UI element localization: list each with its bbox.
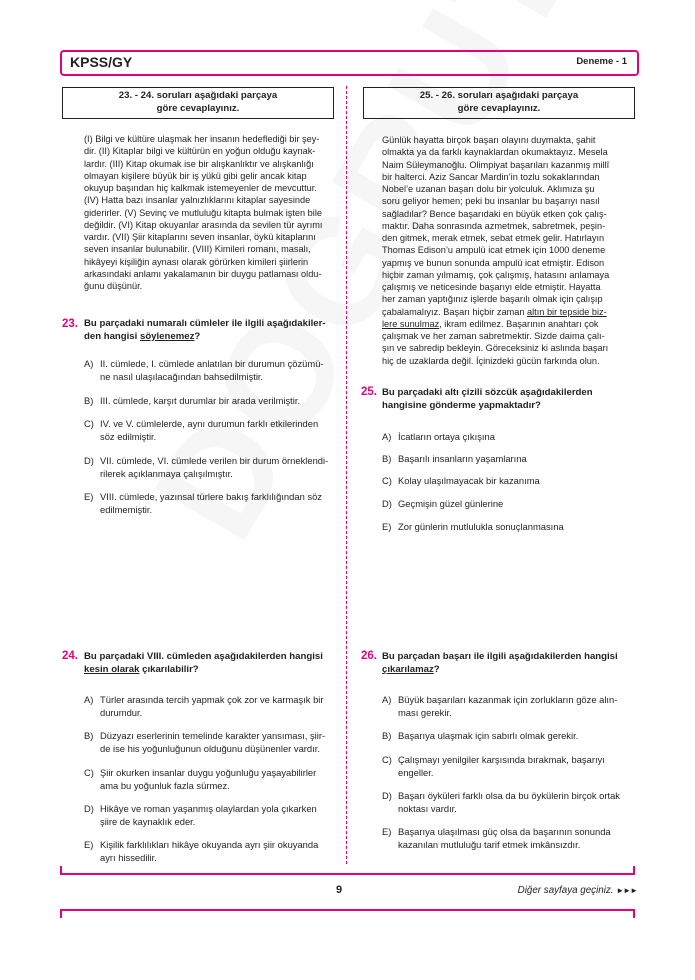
stem-text: çıkarılabilir? — [139, 663, 199, 675]
passage-line: hikâyeyi kişiliğin aynası olarak görürken kimileri şiirlerin — [84, 256, 309, 267]
question-number: 25. — [361, 386, 377, 398]
option-text: Kolay ulaşılmayacak bir kazanıma — [398, 475, 540, 486]
option-text: rilerek açıklanmaya çalışılmıştır. — [100, 467, 233, 479]
passage-line: dir. (II) Kitaplar bilgi ve kültürün en yoğun olduğu kaynak- — [84, 146, 316, 157]
option-letter: C) — [382, 754, 392, 765]
passage-line — [382, 306, 609, 318]
option-text: Başarıya ulaşılması güç olsa da başarının sonunda — [398, 826, 611, 837]
instruction-line: göre cevaplayınız. — [156, 102, 240, 114]
footer-rule-bottom — [60, 909, 635, 911]
passage-line: olmayan kişilere büyük bir iş yükü gibi gelir ancak kitap — [84, 170, 307, 181]
next-page-note — [518, 885, 637, 896]
passage-text: çabalamalıyız. Başarı hiçbir zaman — [382, 306, 528, 317]
passage-line: hiç de uzaklarda değil. İçinizdeki gücün farkında olun. — [382, 355, 600, 366]
passage-text: , ikram edilmez. Başarının anahtarı çok — [439, 318, 599, 329]
passage-line: okuyup başından hiç kalkmak istemeyenler de mevcuttur. — [84, 183, 317, 193]
option-letter: D) — [382, 498, 392, 509]
passage-line — [382, 318, 609, 330]
page-number: 9 — [336, 884, 343, 896]
option-text: noktası vardır. — [398, 802, 457, 814]
underlined-phrase: altın bir tepside biz- — [527, 306, 607, 317]
footer-right-tick-bottom — [633, 909, 635, 918]
option-letter: C) — [84, 767, 94, 778]
instruction-line: göre cevaplayınız. — [457, 102, 541, 114]
option-text: II. cümlede, I. cümlede anlatılan bir durumun çözümü- — [100, 358, 324, 369]
option-letter: E) — [382, 521, 392, 532]
passage-line: değildir. (VI) Kitap okuyanlar arasında da sevilen tür ayrımı — [84, 219, 323, 230]
option-text: ama bu yoğunluk fazla sürmez. — [100, 779, 230, 791]
passage-line: (IV) Hatta bazı insanlar yalnızlıklarını kitaplar sayesinde — [84, 195, 311, 206]
page-header — [60, 50, 639, 76]
option-letter: E) — [382, 826, 392, 837]
passage-line: bir halterci. Aziz Sancar Mardin’in tozlu sokaklarından — [382, 171, 600, 182]
passage-line: lardır. (III) Kitap okumak ise bir alışkanlıktır ve alışkanlığı — [84, 158, 314, 169]
instruction-box-left — [62, 87, 334, 119]
option-text: Geçmişin güzel günlerine — [398, 498, 504, 509]
option-text: Büyük başarıları kazanmak için zorlukların göze alın- — [398, 694, 618, 705]
option-text: ması gerekir. — [398, 706, 452, 718]
emphasis-word: kesin olarak — [84, 663, 140, 675]
question-number: 26. — [361, 650, 377, 662]
passage-line: den gitmek, merak etmek, sebat etmek gelir. Hatırlayın — [382, 233, 605, 243]
stem-line: Bu parçadan başarı ile ilgili aşağıdakilerden hangisi — [382, 651, 618, 662]
option-letter: E) — [84, 839, 94, 850]
stem-line — [84, 331, 326, 344]
passage-line: Thomas Edison’u ampulü icat etmek için 1000 deneme — [382, 245, 606, 256]
option-text: ayrı hissedilir. — [100, 851, 157, 863]
option-text: III. cümlede, karşıt durumlar bir arada verilmiştir. — [100, 395, 301, 406]
instruction-line: 25. - 26. soruları aşağıdaki parçaya — [419, 90, 579, 101]
question-number: 23. — [62, 318, 78, 330]
question-number: 24. — [62, 650, 78, 662]
option-text: de ise his yoğunluğunun olduğunu düşünenler vardır. — [100, 742, 320, 754]
option-text: ne nasıl ulaşılacağından bahsedilmiştir. — [100, 370, 264, 382]
option-text: kazanılan mutluluğu tarif etmek imkânsızdır. — [398, 838, 581, 850]
question-stem — [382, 651, 618, 676]
arrow-icons: ►►► — [616, 886, 637, 895]
passage-line: ğunu düşünür. — [84, 281, 143, 291]
option-text: Başarı öyküleri farklı olsa da bu öykülerin birçok ortak — [398, 790, 620, 801]
passage-line: seven insanlar bulunabilir. (VIII) Kimileri romanı, masalı, — [84, 244, 311, 255]
passage-line: yapmış ve bunun sonunda ampulü icat etmiştir. Edison — [382, 257, 605, 268]
option-text: Kişilik farklılıkları hikâye okuyanda ayrı şiir okuyanda — [100, 839, 319, 850]
passage-line: arkasındaki anlamı yakalamanın bir duygu patlaması oldu- — [84, 268, 322, 279]
passage-line: çalışmak ve her zaman sabretmektir. Sizde daima çalı- — [382, 331, 605, 341]
option-text: söz edilmiştir. — [100, 430, 157, 442]
passage-line: olmakta ya da farklı kaynaklardan okumaktayız. Mesela — [382, 147, 608, 158]
option-text: Çalışmayı yenilgiler karşısında bırakmak, başarıyı — [398, 754, 605, 765]
option-text: Başarıya ulaşmak için sabırlı olmak gerekir. — [398, 730, 579, 741]
option-text: VII. cümlede, VI. cümlede verilen bir durum örneklendi- — [100, 455, 329, 466]
option-text: VIII. cümlede, yazınsal türlere bakış farklılığından söz — [100, 491, 322, 502]
stem-text: den hangisi — [84, 330, 140, 342]
stem-line: Bu parçadaki altı çizili sözcük aşağıdakilerden — [382, 387, 593, 398]
footer-rule-top — [60, 873, 635, 875]
option-letter: C) — [382, 475, 392, 486]
passage-line: Nobel’e uzanan başarı dolu bir yolculuk. Aklımıza şu — [382, 184, 595, 194]
stem-text: ? — [194, 330, 201, 342]
question-stem — [84, 651, 323, 676]
passage-left — [84, 133, 322, 292]
passage-line: Naim Süleymanoğlu. Olimpiyat başarıları kazanmış millî — [382, 159, 610, 170]
stem-line: hangisine gönderme yapmaktadır? — [382, 399, 541, 411]
passage-line: çalışmış ve neticesinde başarıyı elde etmiştir. Hayatta — [382, 282, 601, 292]
instruction-box-right — [363, 87, 635, 119]
footer-left-tick-bottom — [60, 909, 62, 918]
option-letter: D) — [382, 790, 392, 801]
option-text: Düzyazı eserlerinin temelinde karakter yansıması, şiir- — [100, 730, 326, 741]
option-letter: E) — [84, 491, 94, 502]
option-letter: A) — [382, 694, 392, 705]
passage-line: sağladılar? Bence başarıdaki en büyük etken çok çalış- — [382, 208, 607, 219]
option-letter: B) — [84, 395, 94, 406]
instruction-line: 23. - 24. soruları aşağıdaki parçaya — [118, 90, 278, 101]
stem-line: Bu parçadaki VIII. cümleden aşağıdakilerden hangisi — [84, 651, 323, 662]
option-letter: A) — [84, 694, 94, 705]
underlined-phrase: lere sunulmaz — [382, 318, 440, 329]
stem-line: Bu parçadaki numaralı cümleler ile ilgili aşağıdakiler- — [84, 318, 326, 329]
option-text: Başarılı insanların yaşamlarına — [398, 453, 527, 464]
subject-title: KPSS/GY — [70, 54, 133, 70]
stem-line — [382, 664, 618, 677]
option-text: Hikâye ve roman yaşanmış olaylardan yola çıkarken — [100, 803, 317, 814]
option-text: Şiir okurken insanlar duygu yoğunluğu yaşayabilirler — [100, 767, 317, 778]
option-letter: D) — [84, 455, 94, 466]
option-text: Zor günlerin mutlulukla sonuçlanmasına — [398, 521, 564, 532]
stem-line — [84, 664, 323, 677]
passage-line: soru geliyor hemen; peki bu insanlar bu başarıyı nasıl — [382, 196, 600, 207]
passage-line: Günlük hayatta birçok başarı olayını duymakta, şahit — [382, 135, 596, 145]
question-stem — [84, 318, 326, 343]
emphasis-word: çıkarılamaz — [382, 663, 434, 675]
option-letter: A) — [84, 358, 94, 369]
passage-line: hiçbir zaman yılmamış, çok çalışmış, hatasını anlamaya — [382, 269, 610, 280]
option-text: edilmemiştir. — [100, 503, 153, 515]
option-letter: A) — [382, 431, 392, 442]
passage-line: maktır. Daha sonrasında azmetmek, sabretmek, peşin- — [382, 220, 606, 231]
next-page-text: Diğer sayfaya geçiniz. — [517, 885, 614, 896]
option-text: Türler arasında tercih yapmak çok zor ve karmaşık bir — [100, 694, 324, 705]
option-letter: B) — [84, 730, 94, 741]
passage-line: (I) Bilgi ve kültüre ulaşmak her insanın hedeflediği bir şey- — [84, 134, 320, 144]
option-text: şiire de kaynaklık eder. — [100, 815, 196, 827]
option-letter: B) — [382, 453, 392, 464]
passage-line: vardır. (VII) Şiir kitaplarını seven insanlar, öykü kitaplarını — [84, 232, 316, 242]
question-stem — [382, 387, 593, 412]
passage-line: şın ve sabredip bekleyin. Göreceksiniz ki aslında başarı — [382, 343, 609, 354]
exam-label: Deneme - 1 — [576, 56, 627, 67]
passage-right — [382, 134, 609, 367]
passage-line: her zaman yaptığınız işlerde başarılı olmak için çalışıp — [382, 294, 603, 305]
option-letter: B) — [382, 730, 392, 741]
option-text: durumdur. — [100, 706, 143, 718]
option-text: IV. ve V. cümlelerde, aynı durumun farklı etkilerinden — [100, 418, 319, 429]
option-letter: C) — [84, 418, 94, 429]
column-divider — [346, 86, 347, 864]
stem-text: ? — [433, 663, 440, 675]
option-text: İcatların ortaya çıkışına — [398, 431, 495, 442]
passage-line: giderirler. (V) Sevinç ve mutluluğu kitapta bulmak işten bile — [84, 207, 322, 218]
option-letter: D) — [84, 803, 94, 814]
emphasis-word: söylenemez — [139, 330, 195, 342]
option-text: engeller. — [398, 766, 434, 778]
